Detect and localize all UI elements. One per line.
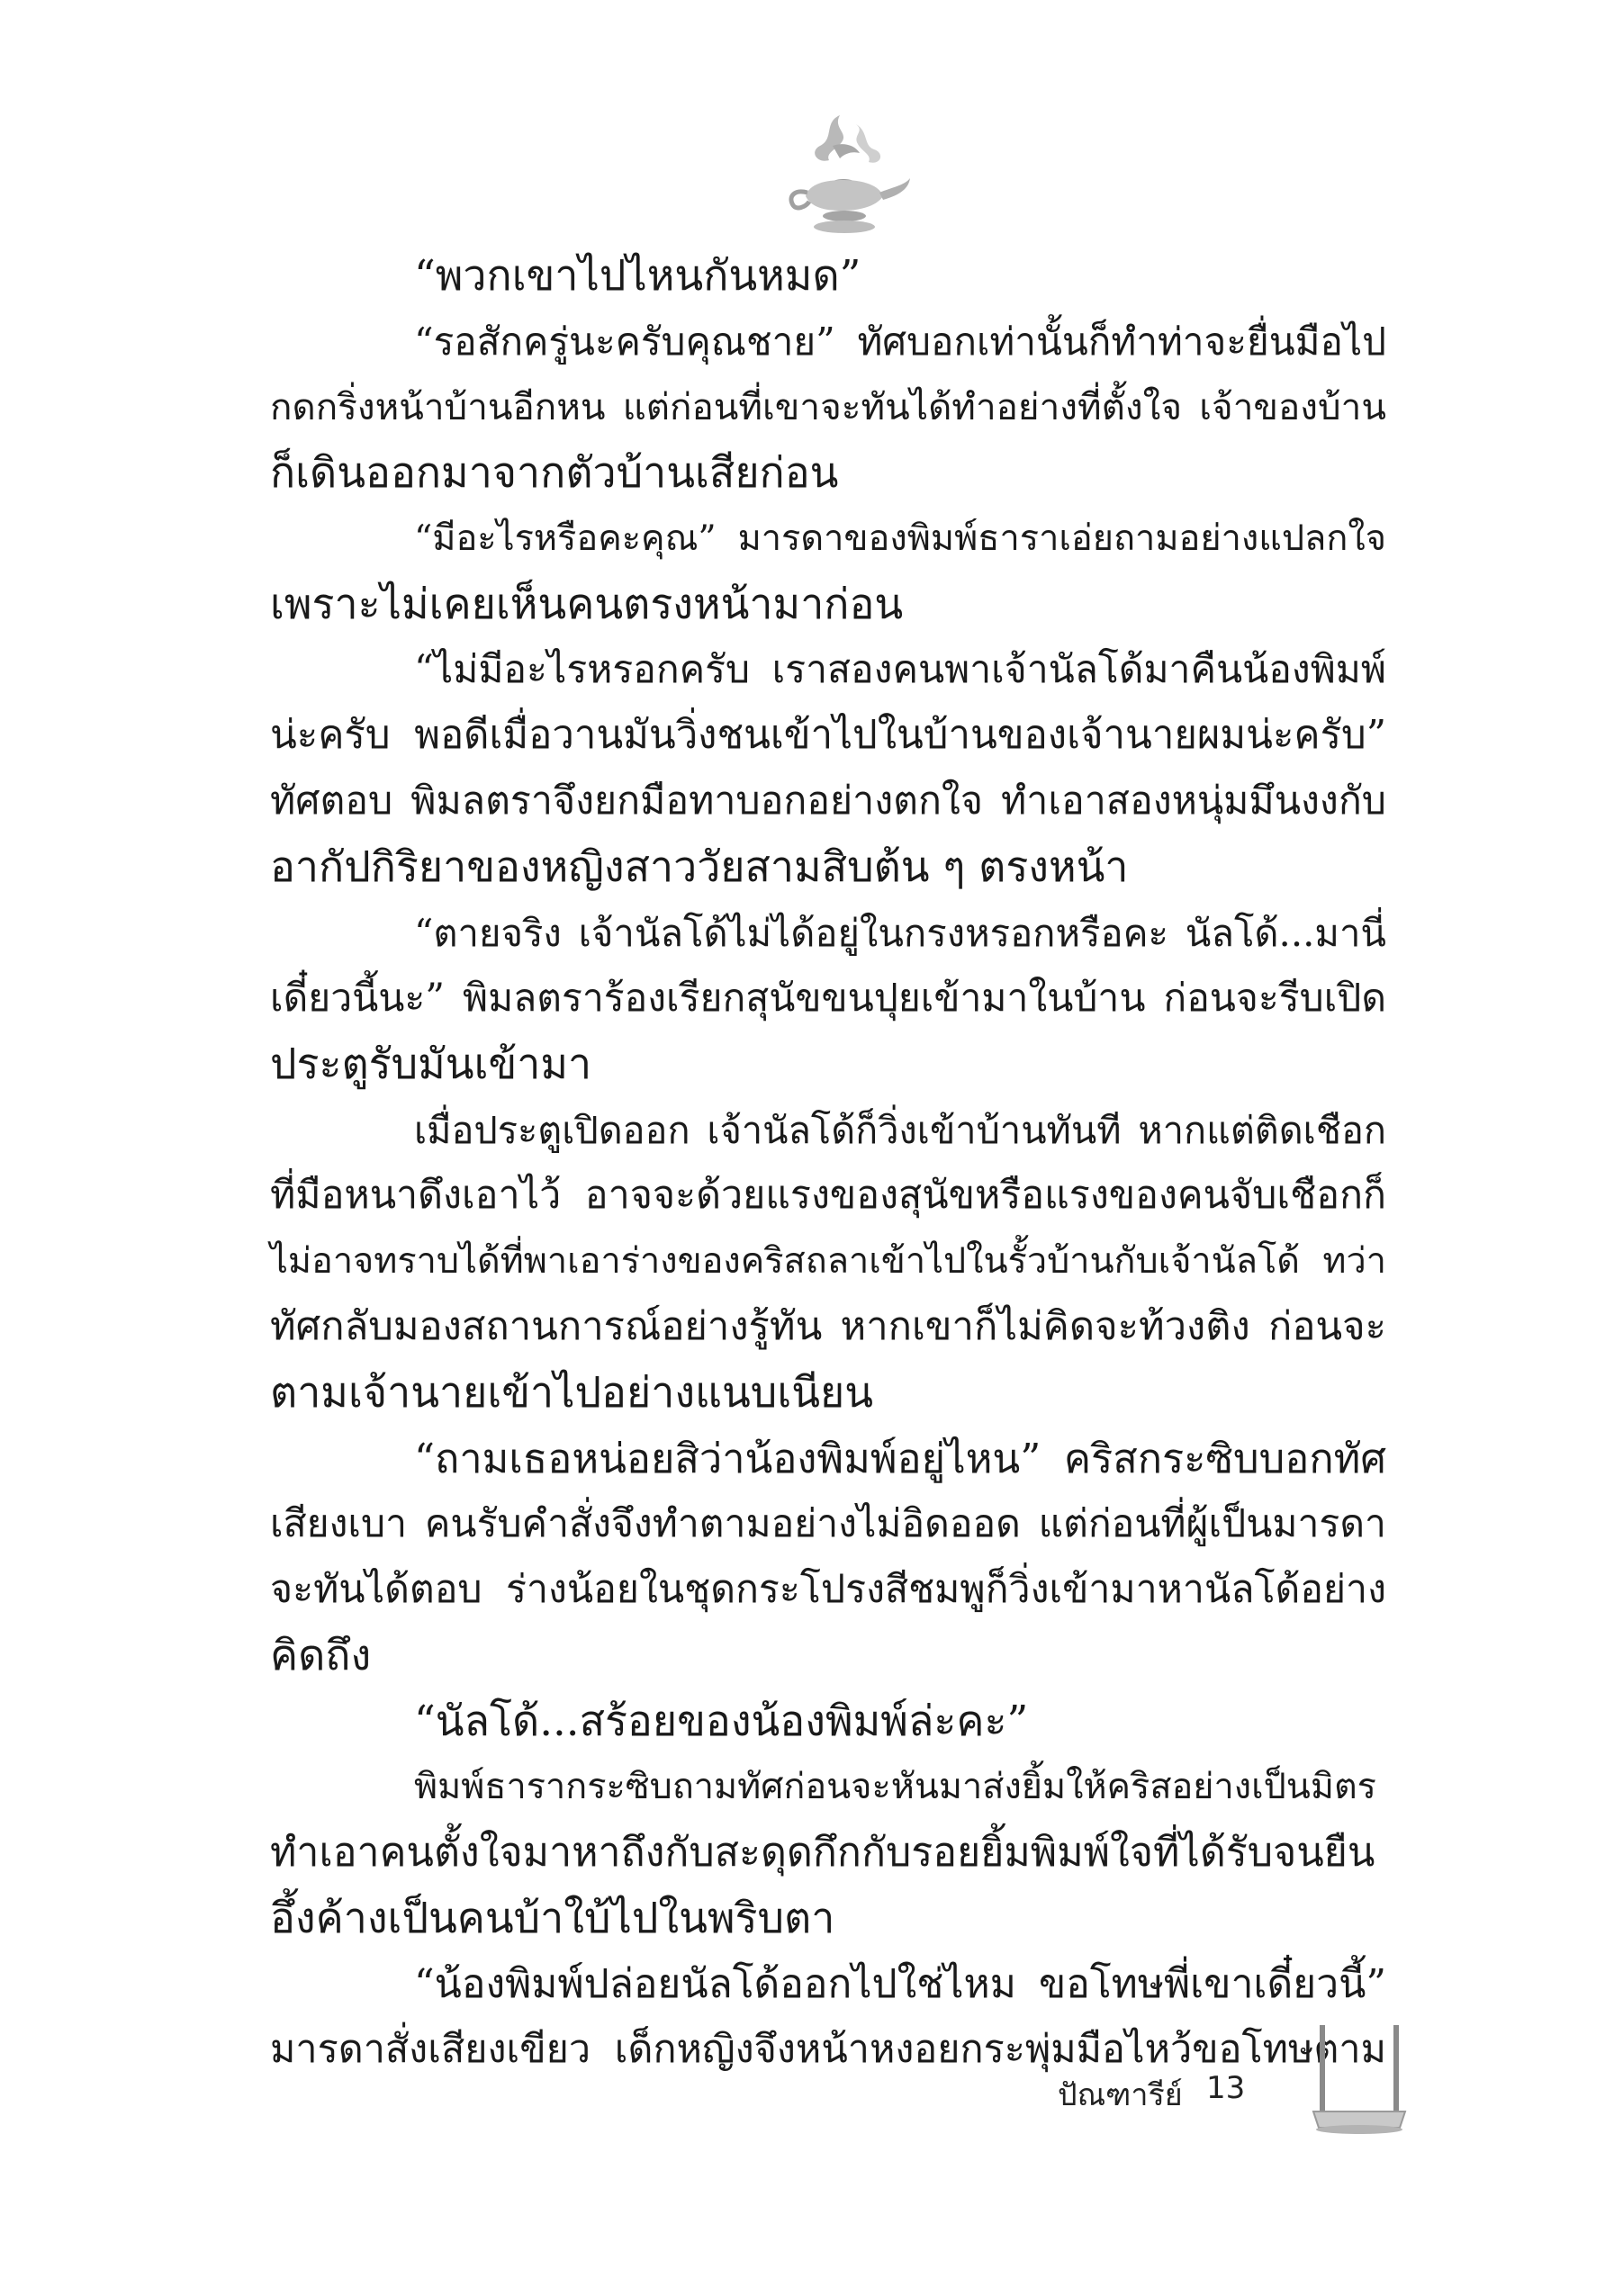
page-number: 13: [1206, 2070, 1246, 2106]
text-line: อึ้งค้างเป็นคนบ้าใบ้ไปในพริบตา: [270, 1894, 835, 1942]
text-line: คิดถึง: [270, 1631, 372, 1679]
text-line: อากัปกิริยาของหญิงสาววัยสามสิบต้น ๆ ตรงหน้า: [270, 842, 1129, 891]
text-line: ทัศตอบ พิมลตราจึงยกมือทาบอกอย่างตกใจ ทำเอาสองหนุ่มมึนงงกับ: [270, 779, 1386, 824]
text-line: ประตูรับมันเข้ามา: [270, 1040, 592, 1088]
text-line: ตามเจ้านายเข้าไปอย่างแนบเนียน: [270, 1368, 874, 1417]
genie-lamp-icon: [770, 106, 914, 241]
body-text: [270, 243, 1386, 2072]
text-line: จะทันได้ตอบ ร่างน้อยในชุดกระโปรงสีชมพูก็วิ่งเข้ามาหานัลโด้อย่าง: [270, 1567, 1386, 1612]
text-line: “ตายจริง เจ้านัลโด้ไม่ได้อยู่ในกรงหรอกหรือคะ นัลโด้...มานี่: [414, 911, 1386, 955]
text-line: เมื่อประตูเปิดออก เจ้านัลโด้ก็วิ่งเข้าบ้านทันที หากแต่ติดเชือก: [414, 1108, 1386, 1152]
text-line: พิมพ์ธารากระซิบถามทัศก่อนจะหันมาส่งยิ้มให้คริสอย่างเป็นมิตร: [414, 1766, 1376, 1807]
text-line: น่ะครับ พอดีเมื่อวานมันวิ่งชนเข้าไปในบ้านของเจ้านายผมน่ะครับ”: [270, 713, 1386, 758]
text-line: เพราะไม่เคยเห็นคนตรงหน้ามาก่อน: [270, 580, 904, 628]
text-line: ทำเอาคนตั้งใจมาหาถึงกับสะดุดกึกกับรอยยิ้มพิมพ์ใจที่ได้รับจนยืน: [270, 1829, 1375, 1876]
text-line: “ถามเธอหน่อยสิว่าน้องพิมพ์อยู่ไหน” คริสกระซิบบอกทัศ: [414, 1435, 1386, 1482]
text-line: “นัลโด้...สร้อยของน้องพิมพ์ล่ะคะ”: [414, 1697, 1029, 1745]
text-line: ที่มือหนาดึงเอาไว้ อาจจะด้วยแรงของสุนัขหรือแรงของคนจับเชือกก็: [270, 1173, 1386, 1218]
footer-book-title: ปัณฑารีย์: [1058, 2077, 1183, 2113]
text-line: “ไม่มีอะไรหรอกครับ เราสองคนพาเจ้านัลโด้มาคืนน้องพิมพ์: [414, 647, 1386, 692]
swing-icon: [1310, 2025, 1409, 2138]
text-line: “มีอะไรหรือคะคุณ” มารดาของพิมพ์ธาราเอ่ยถามอย่างแปลกใจ: [414, 518, 1386, 559]
text-line: “น้องพิมพ์ปล่อยนัลโด้ออกไปใช่ไหม ขอโทษพี่เขาเดี๋ยวนี้”: [414, 1961, 1386, 2007]
text-line: เสียงเบา คนรับคำสั่งจึงทำตามอย่างไม่อิดออด แต่ก่อนที่ผู้เป็นมารดา: [270, 1501, 1386, 1546]
text-line: กดกริ่งหน้าบ้านอีกหน แต่ก่อนที่เขาจะทันได้ทำอย่างที่ตั้งใจ เจ้าของบ้าน: [270, 385, 1386, 428]
text-line: ทัศกลับมองสถานการณ์อย่างรู้ทัน หากเขาก็ไม่คิดจะท้วงติง ก่อนจะ: [270, 1304, 1386, 1349]
text-line: “พวกเขาไปไหนกันหมด”: [414, 251, 861, 300]
text-line: ไม่อาจทราบได้ที่พาเอาร่างของคริสถลาเข้าไปในรั้วบ้านกับเจ้านัลโด้ ทว่า: [270, 1240, 1386, 1282]
text-line: “รอสักครู่นะครับคุณชาย” ทัศบอกเท่านั้นก็ทำท่าจะยื่นมือไป: [414, 320, 1386, 364]
text-line: เดี๋ยวนี้นะ” พิมลตราร้องเรียกสุนัขขนปุยเข้ามาในบ้าน ก่อนจะรีบเปิด: [270, 976, 1386, 1021]
text-line: ก็เดินออกมาจากตัวบ้านเสียก่อน: [270, 448, 839, 497]
text-line: มารดาสั่งเสียงเขียว เด็กหญิงจึงหน้าหงอยกระพุ่มมือไหว้ขอโทษตาม: [270, 2027, 1386, 2072]
